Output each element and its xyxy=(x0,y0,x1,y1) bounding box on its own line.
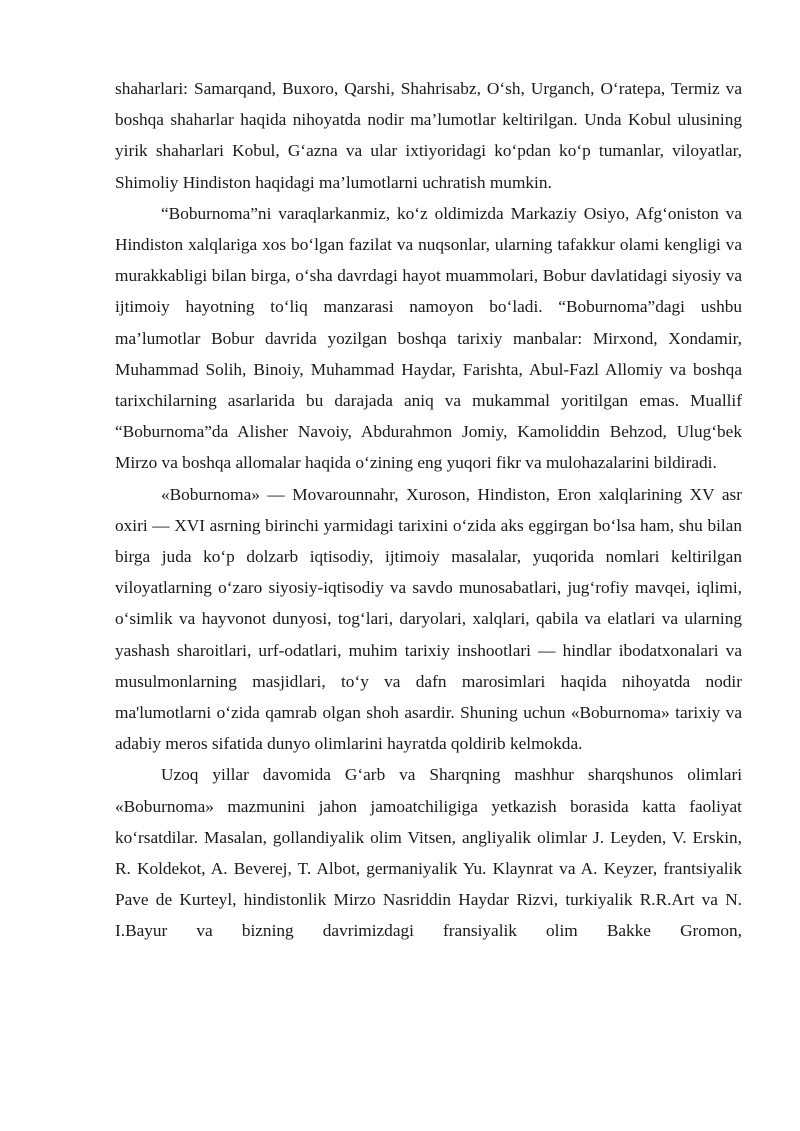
body-text xyxy=(115,73,742,947)
paragraph-continues-next-page: Uzoq yillar davomida G‘arb va Sharqning mashhur sharqshunos olimlari «Boburnoma» mazmunini jahon jamoatchiligiga yetkazish borasida katta faoliyat ko‘rsatdilar. Masalan, gollandiyalik olim Vitsen, angliyalik olimlar J. Leyden, V. Erskin, R. Koldekot, A. Beverej, T. Albot, germaniyalik Yu. Klaynrat va A. Keyzer, frantsiyalik Pave de Kurteyl, hindistonlik Mirzo Nasriddin Haydar Rizvi, turkiyalik R.R.Art va N. I.Bayur va bizning davrimizdagi fransiyalik olim Bakke Gromon, xyxy=(115,765,742,941)
paragraph: «Boburnoma» — Movarounnahr, Xuroson, Hindiston, Eron xalqlarining XV asr oxiri — XVI asrning birinchi yarmidagi tarixini o‘zida aks eggirgan bo‘lsa ham, shu bilan birga juda ko‘p dolzarb iqtisodiy, ijtimoiy masalalar, yuqorida nomlari keltirilgan viloyatlarning o‘zaro siyosiy-iqtisodiy va savdo munosabatlari, jug‘rofiy mavqei, iqlimi, o‘simlik va hayvonot dunyosi, tog‘lari, daryolari, xalqlari, qabila va elatlari va ularning yashash sharoitlari, urf-odatlari, muhim tarixiy inshootlari — hindlar ibodatxonalari va musulmonlarning masjidlari, to‘y va dafn marosimlari haqida nihoyatda nodir ma'lumotlarni o‘zida qamrab olgan shoh asardir. Shuning uchun «Boburnoma» tarixiy va adabiy meros sifatida dunyo olimlarini hayratda qoldirib kelmokda. xyxy=(115,484,742,754)
paragraph: “Boburnoma”ni varaqlarkanmiz, ko‘z oldimizda Markaziy Osiyo, Afg‘oniston va Hindiston xalqlariga xos bo‘lgan fazilat va nuqsonlar, ularning tafakkur olami kengligi va murakkabligi bilan birga, o‘sha davrdagi hayot muammolari, Bobur davlatidagi siyosiy va ijtimoiy hayotning to‘liq manzarasi namoyon bo‘ladi. “Boburnoma”dagi ushbu ma’lumotlar Bobur davrida yozilgan boshqa tarixiy manbalar: Mirxond, Xondamir, Muhammad Solih, Binoiy, Muhammad Haydar, Farishta, Abul-Fazl Allomiy va boshqa tarixchilarning asarlarida bu darajada aniq va mukammal yoritilgan emas. Muallif “Boburnoma”da Alisher Navoiy, Abdurahmon Jomiy, Kamoliddin Behzod, Ulug‘bek Mirzo va boshqa allomalar haqida o‘zining eng yuqori fikr va mulohazalarini bildiradi. xyxy=(115,203,742,473)
paragraph-continued: shaharlari: Samarqand, Buxoro, Qarshi, Shahrisabz, O‘sh, Urganch, O‘ratepa, Termiz va boshqa shaharlar haqida nihoyatda nodir ma’lumotlar keltirilgan. Unda Kobul ulusining yirik shaharlari Kobul, G‘azna va ular ixtiyoridagi ko‘pdan ko‘p tumanlar, viloyatlar, Shimoliy Hindiston haqidagi ma’lumotlarni uchratish mumkin. xyxy=(115,79,742,192)
